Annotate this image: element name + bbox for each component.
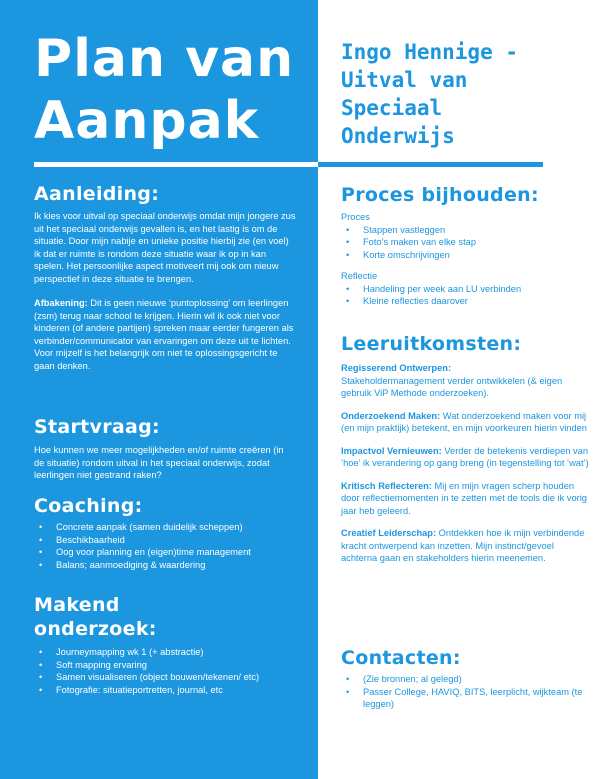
heading-startvraag: Startvraag: [34, 416, 160, 438]
title-divider-left [34, 162, 318, 167]
section-coaching [34, 494, 296, 571]
contacten-list [341, 673, 591, 711]
list-item: • Korte omschrijvingen [341, 249, 591, 262]
list-item: • Oog voor planning en (eigen)time management [34, 546, 296, 559]
subject-title [341, 38, 518, 150]
startvraag-text: Hoe kunnen we meer mogelijkheden en/of ruimte creëren (in de situatie) rondom uitval in het speciaal onderwijs, zodat leerlingen niet gestrand raken? [34, 445, 284, 480]
leeruitkomst-label: Kritisch Reflecteren: [341, 480, 432, 491]
section-aanleiding [34, 182, 296, 372]
list-item: • Soft mapping ervaring [34, 659, 296, 672]
leeruitkomst-text: Stakeholdermanagement verder ontwikkelen (& eigen gebruik ViP Methode onderzoeken). [341, 375, 563, 398]
coaching-list [34, 521, 296, 571]
leeruitkomst-text: Verder de betekenis verdiepen van ‘hoe’ ik verandering op gang breng (in tegenstelling tot ‘wat’) [341, 445, 589, 468]
page-title-line2: Aanpak [34, 91, 260, 151]
leeruitkomst-text: Mij en mijn vragen scherp houden door reflectiemomenten in te zetten met de tools die ik vorig jaar heb geleerd. [341, 480, 587, 516]
list-item: • Stappen vastleggen [341, 224, 591, 237]
reflectie-list [341, 283, 591, 308]
list-item: • Beschikbaarheid [34, 534, 296, 547]
reflectie-label: Reflectie [341, 271, 378, 281]
afbakening-paragraph [34, 297, 296, 372]
leeruitkomst-text: Ontdekken hoe ik mijn verbindende kracht ontwerpend kan inzetten. Mijn instinct/gevoel achterna gaan en stakeholders hierin meenemen. [341, 528, 585, 563]
heading-coaching: Coaching: [34, 495, 143, 517]
leeruitkomst-item [341, 362, 591, 400]
leeruitkomst-text: Wat onderzoekend maken voor mij (en mijn praktijk) betekent, en mijn voorkeuren hierin vinden [341, 410, 587, 433]
leeruitkomst-item [341, 527, 591, 565]
page-title [34, 28, 294, 152]
leeruitkomst-label: Regisserend Ontwerpen: [341, 363, 452, 373]
heading-contacten: Contacten: [341, 647, 461, 669]
leeruitkomst-item [341, 445, 591, 470]
aanleiding-text: Ik kies voor uitval op speciaal onderwijs omdat mijn jongere zus uit het speciaal onderwijs gevallen is, en het lastig is om de situatie. Door mijn nabije en unieke positie hierbij zie (en voel) ik dat er ruimte is rondom deze situatie waar ik op in kan spelen. Het persoonlijke aspect motiveert mij ook om nieuw perspectief in deze situatie te brengen. [34, 211, 296, 284]
heading-makend-line2: onderzoek: [34, 618, 157, 640]
heading-aanleiding: Aanleiding: [34, 183, 160, 205]
list-item: • Concrete aanpak (samen duidelijk scheppen) [34, 521, 296, 534]
section-leeruitkomsten [341, 332, 591, 565]
subject-title-line3: Speciaal [341, 96, 443, 120]
subject-title-line4: Onderwijs [341, 124, 455, 148]
heading-leeruitkomsten: Leeruitkomsten: [341, 333, 522, 355]
list-item: • (Zie bronnen; al gelegd) [341, 673, 591, 686]
section-startvraag [34, 415, 296, 482]
heading-makend-line1: Makend [34, 594, 120, 616]
list-item: • Balans; aanmoediging & waardering [34, 559, 296, 572]
heading-makend-onderzoek [34, 593, 296, 641]
afbakening-label: Afbakening: [34, 298, 88, 308]
subject-title-line2: Uitval van [341, 68, 468, 92]
list-item: • Passer College, HAVIQ, BITS, leerplicht, wijkteam (te leggen) [341, 686, 591, 711]
list-item: • Foto’s maken van elke stap [341, 236, 591, 249]
title-divider-right [318, 162, 543, 167]
list-item: • Kleine reflecties daarover [341, 295, 591, 308]
proces-label: Proces [341, 212, 370, 222]
page-title-line1: Plan van [34, 29, 295, 89]
leeruitkomst-item [341, 410, 591, 435]
section-makend-onderzoek [34, 593, 296, 696]
list-item: • Handeling per week aan LU verbinden [341, 283, 591, 296]
leeruitkomst-label: Onderzoekend Maken: [341, 410, 441, 421]
leeruitkomst-item [341, 480, 591, 518]
section-contacten [341, 646, 591, 711]
list-item: • Fotografie: situatieportretten, journal, etc [34, 684, 296, 697]
leeruitkomst-label: Creatief Leiderschap: [341, 528, 437, 538]
makend-list [34, 646, 296, 696]
proces-list [341, 224, 591, 262]
list-item: • Samen visualiseren (object bouwen/tekenen/ etc) [34, 671, 296, 684]
heading-proces-bijhouden: Proces bijhouden: [341, 184, 539, 206]
right-column [318, 0, 602, 779]
leeruitkomst-label: Impactvol Vernieuwen: [341, 445, 442, 456]
section-proces-bijhouden [341, 183, 591, 308]
list-item: • Journeymapping wk 1 (+ abstractie) [34, 646, 296, 659]
subject-title-line1: Ingo Hennige - [341, 40, 519, 64]
afbakening-text: Dit is geen nieuwe ‘puntoplossing’ om leerlingen (zsm) terug naar school te krijgen. Hierin wil ik ook niet voor kinderen (of andere partijen) spreken maar eerder fungeren als verbinder/communicator van ervaringen om deze uit te lichten. Voor mijzelf is het belangrijk om niet te oplossingsgericht te gaan denken. [34, 298, 294, 371]
